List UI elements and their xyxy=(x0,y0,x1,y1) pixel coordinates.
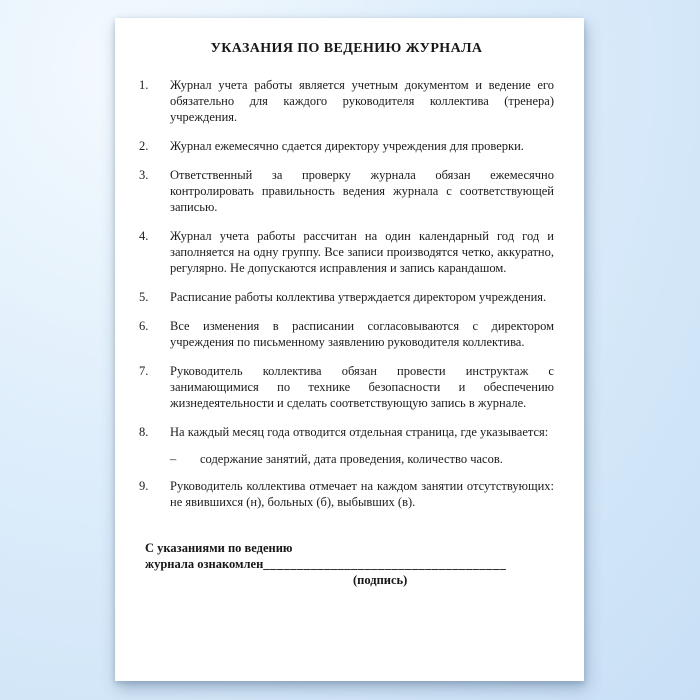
item-text: Руководитель коллектива обязан провести инструктаж с занимающимися по технике безопасности и обеспечению жизнедеятельности и сделать соответствующую запись в журнале. xyxy=(170,364,554,410)
list-item-7 xyxy=(139,363,554,411)
item-text: Ответственный за проверку журнала обязан ежемесячно контролировать правильность ведения журнала с соответствующей записью. xyxy=(170,168,554,214)
acknowledgement-block xyxy=(139,540,554,588)
item-number: 5. xyxy=(139,290,149,304)
item-text: Журнал учета работы рассчитан на один календарный год год и заполняется на одну группу. Все записи производятся четко, аккуратно, регулярно. Не допускаются исправления и запись карандашом. xyxy=(170,229,554,275)
list-item-5 xyxy=(139,289,554,305)
item-number: 9. xyxy=(139,479,149,493)
list-item-8 xyxy=(139,424,554,440)
sub-item-text: содержание занятий, дата проведения, количество часов. xyxy=(200,452,503,466)
acknowledgement-label: журнала ознакомлен xyxy=(145,557,264,571)
list-item-4 xyxy=(139,228,554,276)
item-text: Журнал учета работы является учетным документом и ведение его обязательно для каждого руководителя коллектива (тренера) учреждения. xyxy=(170,78,554,124)
item-text: Расписание работы коллектива утверждается директором учреждения. xyxy=(170,290,547,304)
item-number: 6. xyxy=(139,319,149,333)
document-title: УКАЗАНИЯ ПО ВЕДЕНИЮ ЖУРНАЛА xyxy=(210,41,483,56)
list-item-9 xyxy=(139,478,554,510)
item-number: 1. xyxy=(139,78,149,92)
item-number: 8. xyxy=(139,425,149,439)
list-item-3 xyxy=(139,167,554,215)
sub-list-item xyxy=(170,451,554,467)
item-text: Руководитель коллектива отмечает на каждом занятии отсутствующих: не явившихся (н), больных (б), выбывших (в). xyxy=(170,479,554,509)
acknowledgement-line1: С указаниями по ведению xyxy=(145,541,293,555)
dash-marker: – xyxy=(170,452,177,466)
acknowledgement-line2 xyxy=(145,556,554,572)
item-number: 3. xyxy=(139,168,149,182)
item-number: 2. xyxy=(139,139,149,153)
list-item-2 xyxy=(139,138,554,154)
list-item-6 xyxy=(139,318,554,350)
item-number: 7. xyxy=(139,364,149,378)
signature-caption: (подпись) xyxy=(353,573,408,587)
item-text: Все изменения в расписании согласовываются с директором учреждения по письменному заявлению руководителя коллектива. xyxy=(170,319,554,349)
item-text: Журнал ежемесячно сдается директору учреждения для проверки. xyxy=(170,139,524,153)
item-text: На каждый месяц года отводится отдельная страница, где указывается: xyxy=(170,425,549,439)
document-page xyxy=(115,18,584,681)
item-number: 4. xyxy=(139,229,149,243)
signature-line: ____________________________________ xyxy=(263,557,507,571)
list-item-1 xyxy=(139,77,554,125)
